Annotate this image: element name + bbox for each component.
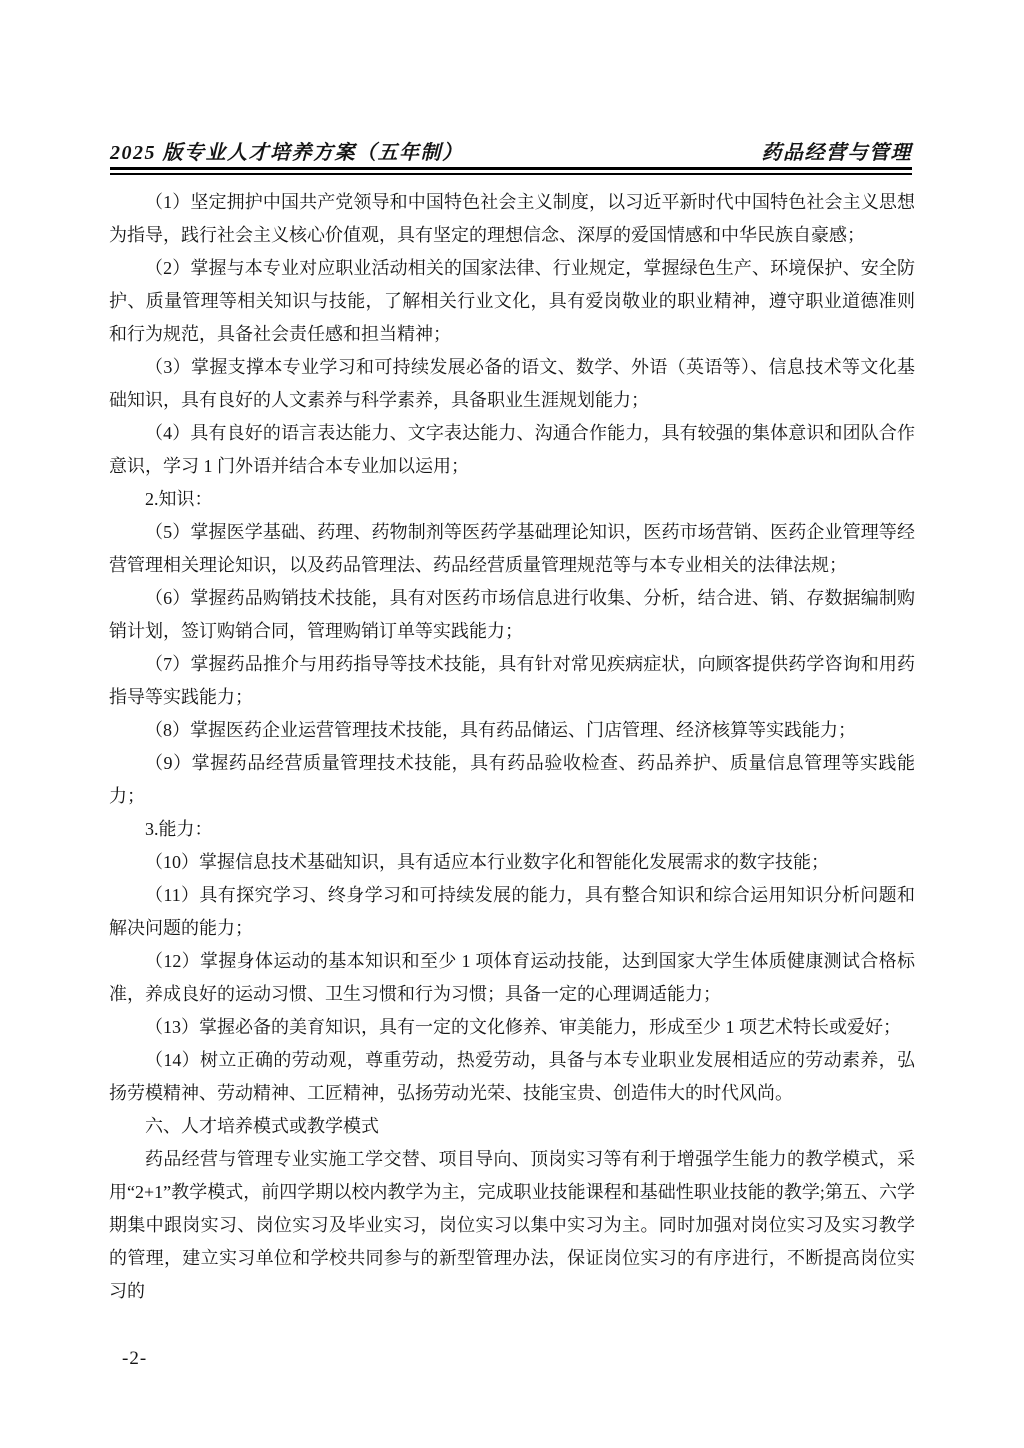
page-number: -2- [122, 1348, 148, 1369]
objective-item-8: （8）掌握医药企业运营管理技术技能，具有药品储运、门店管理、经济核算等实践能力； [145, 720, 856, 740]
header-right-title: 药品经营与管理 [761, 142, 912, 164]
header-double-rule [110, 167, 912, 175]
section-six-paragraph: 药品经营与管理专业实施工学交替、项目导向、顶岗实习等有利于增强学生能力的教学模式，采用“2+1”教学模式，前四学期以校内教学为主，完成职业技能课程和基础性职业技能的教学;第五、六学期集中跟岗实习、岗位实习及毕业实习，岗位实习以集中实习为主。同时加强对岗位实习及实习教学的管理，建立实习单位和学校共同参与的新型管理办法，保证岗位实习的有序进行，不断提高岗位实习的 [109, 1149, 915, 1301]
objective-item-2: （2）掌握与本专业对应职业活动相关的国家法律、行业规定，掌握绿色生产、环境保护、安全防护、质量管理等相关知识与技能，了解相关行业文化，具有爱岗敬业的职业精神，遵守职业道德准则和行为规范，具备社会责任感和担当精神； [109, 258, 915, 344]
objective-item-1: （1）坚定拥护中国共产党领导和中国特色社会主义制度，以习近平新时代中国特色社会主义思想为指导，践行社会主义核心价值观，具有坚定的理想信念、深厚的爱国情感和中华民族自豪感； [109, 192, 915, 245]
document-body [109, 186, 915, 1308]
section-heading-six: 六、人才培养模式或教学模式 [145, 1116, 379, 1136]
subsection-knowledge: 2.知识： [145, 489, 213, 509]
subsection-ability: 3.能力： [145, 819, 213, 839]
objective-item-7: （7）掌握药品推介与用药指导等技术技能，具有针对常见疾病症状，向顾客提供药学咨询和用药指导等实践能力； [109, 654, 915, 707]
page-header [110, 136, 912, 165]
objective-item-14: （14）树立正确的劳动观，尊重劳动，热爱劳动，具备与本专业职业发展相适应的劳动素养，弘扬劳模精神、劳动精神、工匠精神，弘扬劳动光荣、技能宝贵、创造伟大的时代风尚。 [109, 1050, 915, 1103]
objective-item-13: （13）掌握必备的美育知识，具有一定的文化修养、审美能力，形成至少 1 项艺术特长或爱好； [145, 1017, 901, 1037]
objective-item-5: （5）掌握医学基础、药理、药物制剂等医药学基础理论知识，医药市场营销、医药企业管理等经营管理相关理论知识，以及药品管理法、药品经营质量管理规范等与本专业相关的法律法规； [109, 522, 915, 575]
objective-item-9: （9）掌握药品经营质量管理技术技能，具有药品验收检查、药品养护、质量信息管理等实践能力； [109, 753, 915, 806]
objective-item-10: （10）掌握信息技术基础知识，具有适应本行业数字化和智能化发展需求的数字技能； [145, 852, 829, 872]
objective-item-12: （12）掌握身体运动的基本知识和至少 1 项体育运动技能，达到国家大学生体质健康测试合格标准，养成良好的运动习惯、卫生习惯和行为习惯；具备一定的心理调适能力； [109, 951, 915, 1004]
objective-item-6: （6）掌握药品购销技术技能，具有对医药市场信息进行收集、分析，结合进、销、存数据编制购销计划，签订购销合同，管理购销订单等实践能力； [109, 588, 915, 641]
objective-item-11: （11）具有探究学习、终身学习和可持续发展的能力，具有整合知识和综合运用知识分析问题和解决问题的能力； [109, 885, 915, 938]
objective-item-3: （3）掌握支撑本专业学习和可持续发展必备的语文、数学、外语（英语等）、信息技术等文化基础知识，具有良好的人文素养与科学素养，具备职业生涯规划能力； [109, 357, 915, 410]
header-left-title: 2025 版专业人才培养方案（五年制） [110, 142, 464, 164]
objective-item-4: （4）具有良好的语言表达能力、文字表达能力、沟通合作能力，具有较强的集体意识和团队合作意识，学习 1 门外语并结合本专业加以运用； [109, 423, 915, 476]
